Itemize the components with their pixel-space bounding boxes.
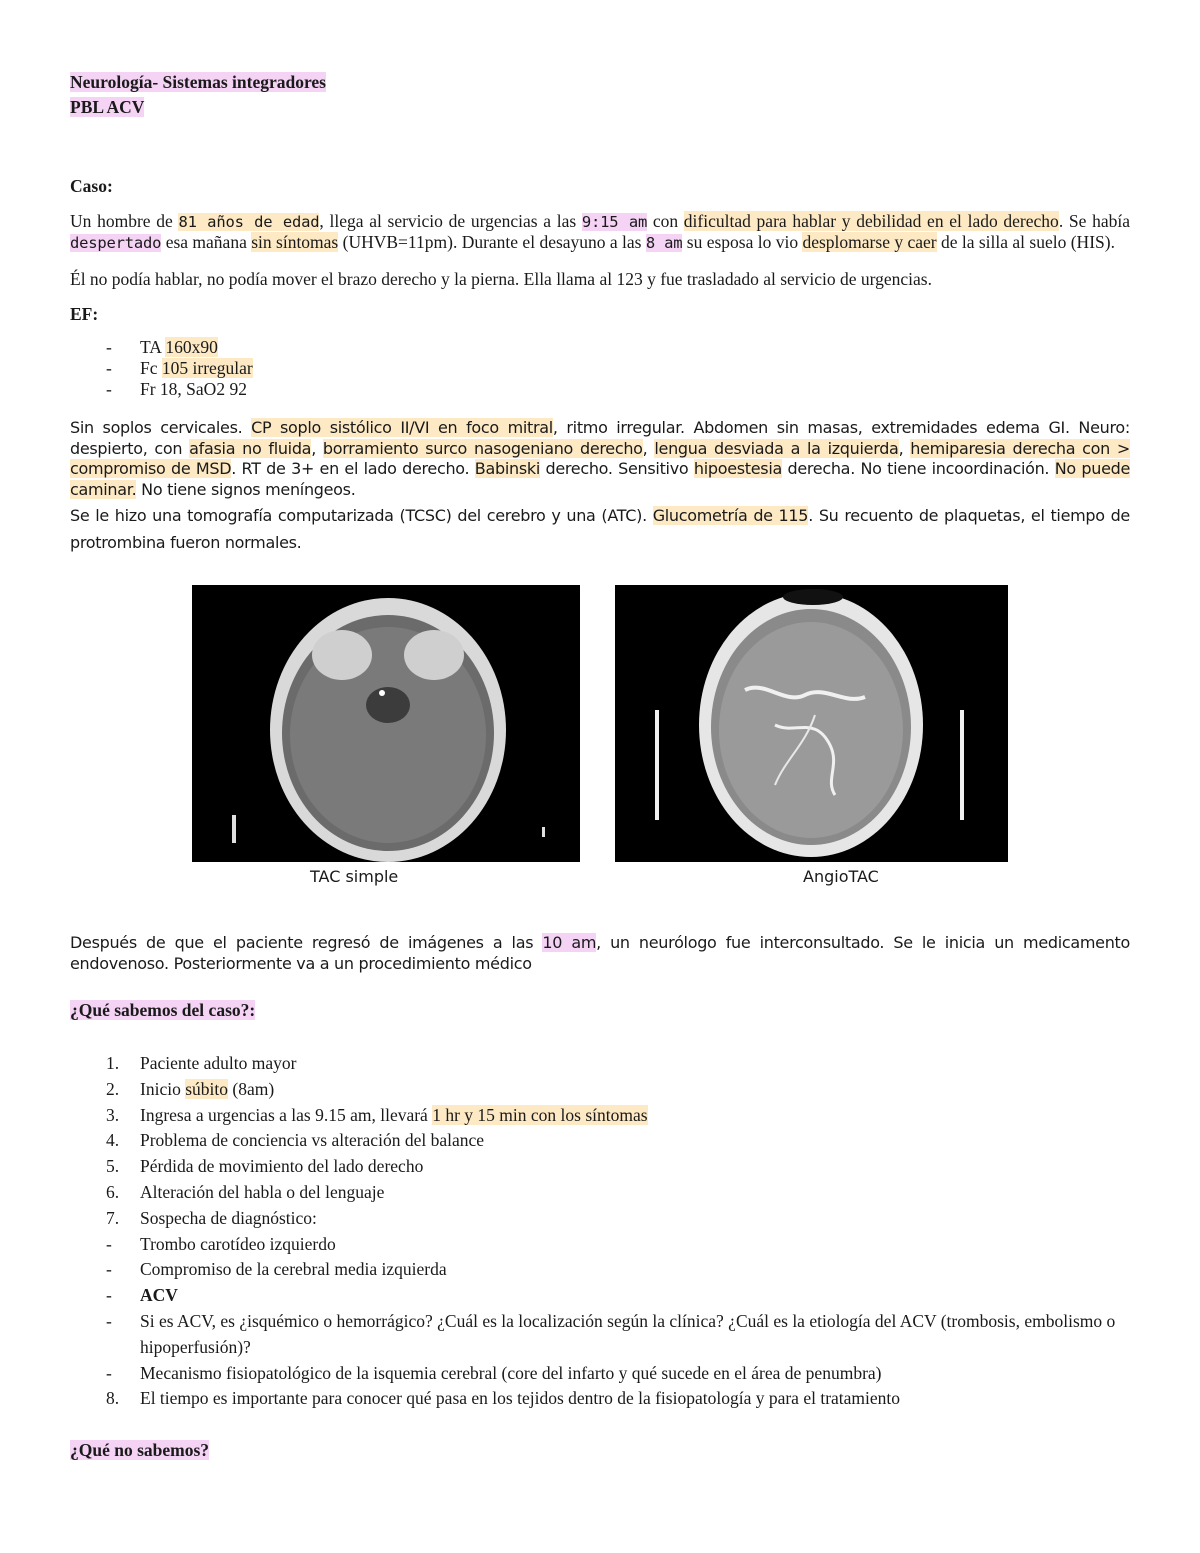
list-item: - TA 160x90 [106,337,218,357]
list-item: - Si es ACV, es ¿isquémico o hemorrágico? ¿Cuál es la localización según la clínica? ¿Cuál es la etiología del ACV (trombosis, embolismo o hipoperfusión)? [106,1310,1116,1357]
list-item: - Fr 18, SaO2 92 [106,379,247,399]
list-item: 3. Ingresa a urgencias a las 9.15 am, llevará 1 hr y 15 min con los síntomas [106,1104,648,1125]
list-item: - Trombo carotídeo izquierdo [106,1233,336,1254]
ct-brain-illustration [192,585,580,862]
document-page [70,70,1130,556]
list-item: 2. Inicio súbito (8am) [106,1078,275,1099]
document-title: Neurología- Sistemas integradores PBL ACV [70,72,326,117]
unknown-heading: ¿Qué no sabemos? [70,1440,210,1461]
after-paragraph: Después de que el paciente regresó de imágenes a las 10 am, un neurólogo fue interconsultado. Se le inicia un medicamento endovenoso. Posteriormente va a un procedimiento médico [70,933,1131,973]
exam-paragraph: Sin soplos cervicales. CP soplo sistólico II/VI en foco mitral, ritmo irregular. Abdomen sin masas, extremidades edema GI. Neuro: despierto, con afasia no fluida, borramiento surco nasogeniano derecho, lengua desviada a la izquierda, hemiparesia derecha con > compromiso de MSD. RT de 3+ en el lado derecho. Babinski derecho. Sensitivo hipoestesia derecha. No tiene incoordinación. No puede caminar. No tiene signos meníngeos. [70,418,1131,499]
tc-paragraph: Se le hizo una tomografía computarizada (TCSC) del cerebro y una (ATC). Glucometría de 115. Su recuento de plaquetas, el tiempo de protrombina fueron normales. [70,506,1130,552]
angio-ct-image [615,585,1008,862]
document-page-lower [70,933,1130,1461]
list-item: 6. Alteración del habla o del lenguaje [106,1181,385,1202]
list-item: - ACV [106,1285,178,1306]
list-item: 5. Pérdida de movimiento del lado derecho [106,1156,424,1177]
ct-scan-image [192,585,580,862]
list-item: 8. El tiempo es importante para conocer qué pasa en los tejidos dentro de la fisiopatología y para el tratamiento [106,1388,901,1409]
document-subtitle: PBL ACV [70,97,145,117]
ct-caption: TAC simple [310,867,399,886]
list-item: - Mecanismo fisiopatológico de la isquemia cerebral (core del infarto y qué sucede en el área de penumbra) [106,1362,882,1383]
case-paragraph-2: Él no podía hablar, no podía mover el brazo derecho y la pierna. Ella llama al 123 y fue trasladado al servicio de urgencias. [70,269,932,289]
case-heading: Caso: [70,176,113,196]
list-item: - Compromiso de la cerebral media izquierda [106,1259,447,1280]
list-item: - Fc 105 irregular [106,358,253,378]
ef-list [70,337,1130,400]
list-item: 1. Paciente adulto mayor [106,1053,297,1073]
known-list [70,1051,1130,1412]
list-item: 4. Problema de conciencia vs alteración del balance [106,1130,485,1151]
angio-brain-illustration [615,585,1008,862]
angio-caption: AngioTAC [803,867,879,886]
case-paragraph-1: Un hombre de 81 años de edad, llega al servicio de urgencias a las 9:15 am con dificultad para hablar y debilidad en el lado derecho. Se había despertado esa mañana sin síntomas (UHVB=11pm). Durante el desayuno a las 8 am su esposa lo vio desplomarse y caer de la silla al suelo (HIS). [70,211,1130,252]
known-heading: ¿Qué sabemos del caso?: [70,1000,256,1020]
list-item: 7. Sospecha de diagnóstico: [106,1207,317,1228]
ef-heading: EF: [70,304,99,324]
